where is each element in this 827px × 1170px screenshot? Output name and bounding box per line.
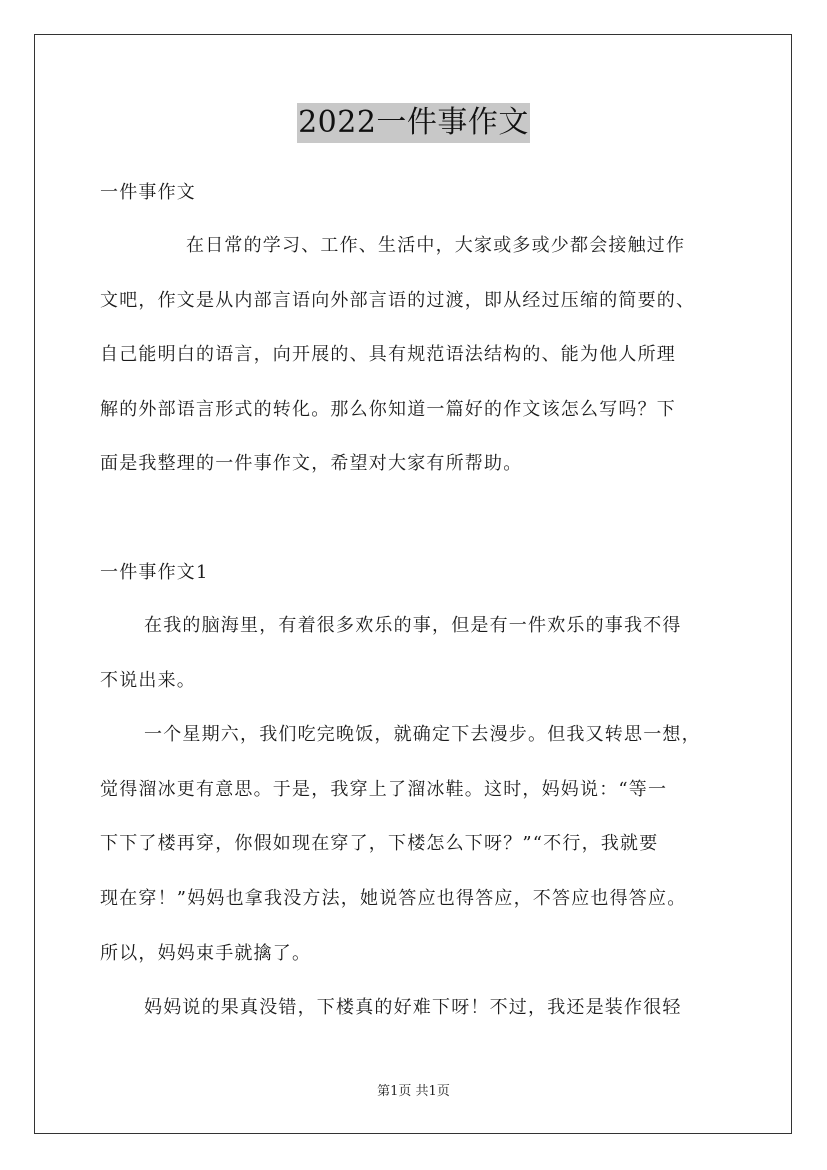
intro-line: 面是我整理的一件事作文，希望对大家有所帮助。 (100, 453, 523, 475)
body-line: 在我的脑海里，有着很多欢乐的事，但是有一件欢乐的事我不得 (144, 615, 682, 636)
document-title: 2022一件事作文 (297, 103, 530, 143)
body-line: 觉得溜冰更有意思。于是，我穿上了溜冰鞋。这时，妈妈说：“等一 (100, 778, 668, 800)
body-paragraphs (100, 599, 740, 1036)
body-line: 不说出来。 (100, 669, 196, 691)
section-heading: 一件事作文1 (100, 562, 209, 583)
document-title-container (0, 103, 827, 143)
intro-paragraph (100, 219, 740, 492)
body-line: 妈妈说的果真没错，下楼真的好难下呀！不过，我还是装作很轻 (144, 997, 682, 1019)
intro-line: 解的外部语言形式的转化。那么你知道一篇好的作文该怎么写吗？下 (100, 398, 676, 420)
body-line: 现在穿！”妈妈也拿我没方法，她说答应也得答应，不答应也得答应。 (100, 887, 687, 909)
intro-line: 在日常的学习、工作、生活中，大家或多或少都会接触过作 (186, 235, 686, 256)
document-subtitle: 一件事作文 (100, 182, 196, 203)
page-footer: 第1页 共1页 (377, 1084, 450, 1099)
intro-line: 文吧，作文是从内部言语向外部言语的过渡，即从经过压缩的简要的、 (100, 289, 696, 311)
body-line: 一个星期六，我们吃完晚饭，就确定下去漫步。但我又转思一想， (144, 724, 701, 746)
body-line: 下下了楼再穿，你假如现在穿了，下楼怎么下呀？”“不行，我就要 (100, 833, 659, 855)
body-line: 所以，妈妈束手就擒了。 (100, 942, 312, 964)
intro-line: 自己能明白的语言，向开展的、具有规范语法结构的、能为他人所理 (100, 344, 676, 366)
